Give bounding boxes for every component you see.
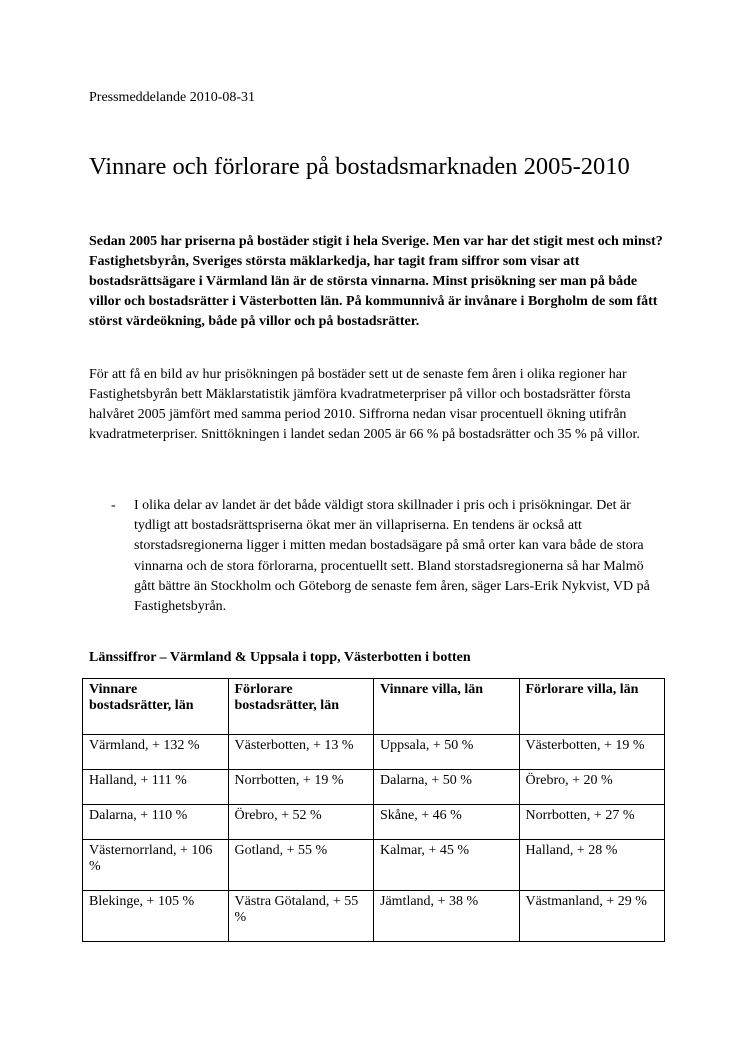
table-cell: Västernorrland, + 106 % [83,840,229,891]
header-cell: Vinnare bostadsrätter, län [83,679,229,735]
table-row [83,805,665,840]
table-cell: Västerbotten, + 13 % [228,735,374,770]
table-cell: Halland, + 28 % [519,840,665,891]
quote-bullet: - [111,498,116,513]
county-stats-table [82,678,665,942]
table-cell: Norrbotten, + 27 % [519,805,665,840]
page-title: Vinnare och förlorare på bostadsmarknaden 2005-2010 [89,153,630,180]
table-cell: Örebro, + 52 % [228,805,374,840]
table-cell: Örebro, + 20 % [519,770,665,805]
table-cell: Värmland, + 132 % [83,735,229,770]
table-cell: Skåne, + 46 % [374,805,520,840]
quote-paragraph: I olika delar av landet är det både väldigt stora skillnader i pris och i prisökningar. Det är tydligt att bostadsrättspriserna ökat mer än villapriserna. En tendens är också att storstadsregionerna ligger i mitten medan bostadsägare på små orter kan vara både de stora vinnarna och de stora förlorarna, procentuellt sett. Bland storstadsregionerna så har Malmö gått bättre än Stockholm och Göteborg de senaste fem åren, säger Lars-Erik Nykvist, VD på Fastighetsbyrån. [134,498,650,615]
body-paragraph: För att få en bild av hur prisökningen på bostäder sett ut de senaste fem åren i olika regioner har Fastighetsbyrån bett Mäklarstatistik jämföra kvadratmeterpriser på villor och bostadsrätter första halvåret 2005 jämfört med samma period 2010. Siffrorna nedan visar procentuell ökning utifrån kvadratmeterpriser. Snittökningen i landet sedan 2005 är 66 % på bostadsrätter och 35 % på villor. [89,367,640,442]
header-cell: Förlorare bostadsrätter, län [228,679,374,735]
table-row [83,840,665,891]
table-cell: Uppsala, + 50 % [374,735,520,770]
table-cell: Västra Götaland, + 55 % [228,891,374,942]
table-cell: Gotland, + 55 % [228,840,374,891]
table-cell: Västerbotten, + 19 % [519,735,665,770]
table-cell: Norrbotten, + 19 % [228,770,374,805]
table-cell: Västmanland, + 29 % [519,891,665,942]
table-cell: Blekinge, + 105 % [83,891,229,942]
table-row [83,891,665,942]
table-cell: Kalmar, + 45 % [374,840,520,891]
header-cell: Vinnare villa, län [374,679,520,735]
table-header-row [83,679,665,735]
table-row [83,770,665,805]
table-row [83,735,665,770]
table-cell: Dalarna, + 50 % [374,770,520,805]
table-cell: Dalarna, + 110 % [83,805,229,840]
table-heading: Länssiffror – Värmland & Uppsala i topp, Västerbotten i botten [89,650,471,665]
dateline: Pressmeddelande 2010-08-31 [89,90,256,105]
header-cell: Förlorare villa, län [519,679,665,735]
lead-paragraph: Sedan 2005 har priserna på bostäder stigit i hela Sverige. Men var har det stigit mest och minst? Fastighetsbyrån, Sveriges största mäklarkedja, har tagit fram siffror som visar att bostadsrättsägare i Värmland län är de största vinnarna. Minst prisökning ser man på både villor och bostadsrätter i Västerbotten län. På kommunnivå är invånare i Borgholm de som fått störst värdeökning, både på villor och på bostadsrätter. [89,234,663,329]
table-cell: Halland, + 111 % [83,770,229,805]
table-cell: Jämtland, + 38 % [374,891,520,942]
